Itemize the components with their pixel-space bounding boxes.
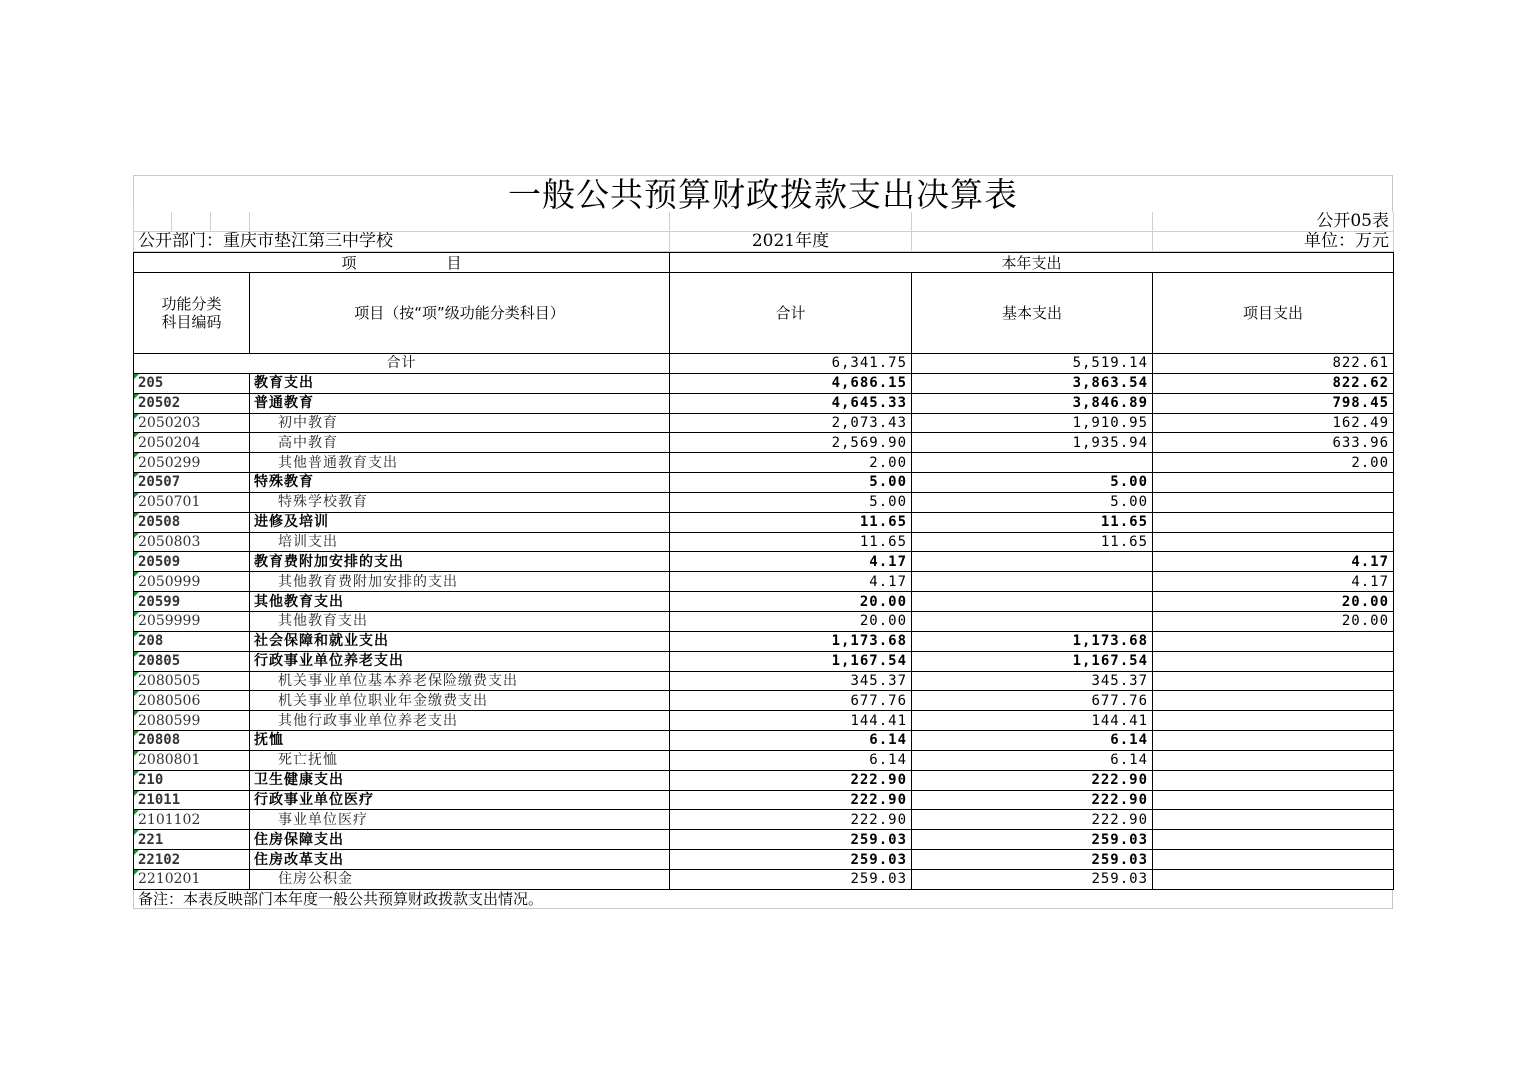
row-total: 1,173.68 <box>670 631 912 651</box>
row-project <box>1153 512 1394 532</box>
row-basic: 345.37 <box>912 671 1153 691</box>
subject-name: 其他普通教育支出 <box>250 453 670 473</box>
table-title: 一般公共预算财政拨款支出决算表 <box>133 175 1393 212</box>
row-total: 222.90 <box>670 810 912 830</box>
row-basic: 3,863.54 <box>912 373 1153 393</box>
subject-name: 特殊学校教育 <box>250 492 670 512</box>
row-project <box>1153 731 1394 751</box>
row-project <box>1153 631 1394 651</box>
subject-name: 教育支出 <box>250 373 670 393</box>
row-total: 4.17 <box>670 572 912 592</box>
row-total: 20.00 <box>670 592 912 612</box>
row-basic: 144.41 <box>912 711 1153 731</box>
row-total: 4.17 <box>670 552 912 572</box>
total-header: 合计 <box>670 273 912 354</box>
subject-name: 住房保障支出 <box>250 830 670 850</box>
project-exp-header: 项目支出 <box>1153 273 1394 354</box>
row-total: 5.00 <box>670 492 912 512</box>
table-row <box>134 393 1394 413</box>
subject-name: 事业单位医疗 <box>250 810 670 830</box>
row-total: 6.14 <box>670 731 912 751</box>
subject-name: 机关事业单位基本养老保险缴费支出 <box>250 671 670 691</box>
row-basic: 259.03 <box>912 830 1153 850</box>
table-body <box>134 354 1394 890</box>
subject-name: 抚恤 <box>250 731 670 751</box>
row-total: 11.65 <box>670 532 912 552</box>
budget-sheet <box>133 175 1393 909</box>
row-total: 11.65 <box>670 512 912 532</box>
subject-code: 20508 <box>134 512 250 532</box>
row-project: 4.17 <box>1153 572 1394 592</box>
subject-code: 2050299 <box>134 453 250 473</box>
row-total: 345.37 <box>670 671 912 691</box>
row-total: 144.41 <box>670 711 912 731</box>
row-project: 20.00 <box>1153 611 1394 631</box>
basic-header: 基本支出 <box>912 273 1153 354</box>
subject-name: 其他教育支出 <box>250 611 670 631</box>
subject-name: 其他教育费附加安排的支出 <box>250 572 670 592</box>
project-header: 项 目 <box>134 253 670 273</box>
subject-name: 社会保障和就业支出 <box>250 631 670 651</box>
table-row <box>134 790 1394 810</box>
row-project <box>1153 671 1394 691</box>
row-basic <box>912 552 1153 572</box>
subject-code: 221 <box>134 830 250 850</box>
row-project <box>1153 691 1394 711</box>
row-project: 798.45 <box>1153 393 1394 413</box>
expenditure-header: 本年支出 <box>670 253 1394 273</box>
total-project: 822.61 <box>1153 354 1394 374</box>
row-basic: 11.65 <box>912 532 1153 552</box>
subject-code: 20502 <box>134 393 250 413</box>
row-total: 1,167.54 <box>670 651 912 671</box>
row-basic <box>912 572 1153 592</box>
row-project <box>1153 810 1394 830</box>
row-total: 20.00 <box>670 611 912 631</box>
row-project: 4.17 <box>1153 552 1394 572</box>
table-row <box>134 433 1394 453</box>
table-row <box>134 512 1394 532</box>
subject-code: 20507 <box>134 473 250 493</box>
table-row <box>134 770 1394 790</box>
subject-name: 其他教育支出 <box>250 592 670 612</box>
total-row <box>134 354 1394 374</box>
row-project <box>1153 750 1394 770</box>
expenditure-table <box>133 252 1394 890</box>
subject-code: 2210201 <box>134 869 250 889</box>
empty-cell <box>250 212 670 232</box>
subject-code: 20509 <box>134 552 250 572</box>
table-row <box>134 830 1394 850</box>
row-total: 677.76 <box>670 691 912 711</box>
table-row <box>134 532 1394 552</box>
subject-code: 2080801 <box>134 750 250 770</box>
empty-cell <box>172 212 211 232</box>
subject-code: 2050204 <box>134 433 250 453</box>
subject-code: 2050803 <box>134 532 250 552</box>
empty-cell <box>670 212 912 232</box>
row-basic: 5.00 <box>912 492 1153 512</box>
total-basic: 5,519.14 <box>912 354 1153 374</box>
header-row-1 <box>134 253 1394 273</box>
subject-name: 普通教育 <box>250 393 670 413</box>
subject-name: 高中教育 <box>250 433 670 453</box>
table-row <box>134 473 1394 493</box>
table-row <box>134 691 1394 711</box>
subject-name: 行政事业单位医疗 <box>250 790 670 810</box>
row-basic: 1,167.54 <box>912 651 1153 671</box>
row-total: 222.90 <box>670 790 912 810</box>
row-basic: 11.65 <box>912 512 1153 532</box>
unit-label: 单位：万元 <box>1153 232 1394 252</box>
code-header-line2: 科目编码 <box>161 313 222 331</box>
code-header <box>134 273 250 354</box>
row-project <box>1153 770 1394 790</box>
table-row <box>134 631 1394 651</box>
subject-code: 205 <box>134 373 250 393</box>
subject-code: 2080505 <box>134 671 250 691</box>
row-project <box>1153 473 1394 493</box>
row-basic <box>912 611 1153 631</box>
meta-table <box>133 212 1394 252</box>
row-project <box>1153 790 1394 810</box>
row-project: 822.62 <box>1153 373 1394 393</box>
subject-name: 机关事业单位职业年金缴费支出 <box>250 691 670 711</box>
empty-cell <box>134 212 172 232</box>
row-project: 633.96 <box>1153 433 1394 453</box>
total-sum: 6,341.75 <box>670 354 912 374</box>
row-basic: 1,935.94 <box>912 433 1153 453</box>
table-row <box>134 552 1394 572</box>
row-total: 259.03 <box>670 869 912 889</box>
empty-cell <box>211 212 250 232</box>
code-header-line1: 功能分类 <box>161 295 222 313</box>
subject-name: 死亡抚恤 <box>250 750 670 770</box>
row-total: 2.00 <box>670 453 912 473</box>
subject-name: 特殊教育 <box>250 473 670 493</box>
row-basic: 259.03 <box>912 869 1153 889</box>
row-basic: 3,846.89 <box>912 393 1153 413</box>
subject-code: 20599 <box>134 592 250 612</box>
table-number: 公开05表 <box>1153 212 1394 232</box>
row-total: 4,645.33 <box>670 393 912 413</box>
meta-row-2 <box>134 232 1394 252</box>
empty-cell <box>912 212 1153 232</box>
table-row <box>134 572 1394 592</box>
row-basic: 222.90 <box>912 790 1153 810</box>
row-project <box>1153 830 1394 850</box>
row-basic: 677.76 <box>912 691 1153 711</box>
row-project <box>1153 711 1394 731</box>
subject-code: 210 <box>134 770 250 790</box>
row-total: 4,686.15 <box>670 373 912 393</box>
subject-code: 208 <box>134 631 250 651</box>
row-total: 222.90 <box>670 770 912 790</box>
table-row <box>134 492 1394 512</box>
table-note: 备注：本表反映部门本年度一般公共预算财政拨款支出情况。 <box>133 890 1393 909</box>
subject-code: 20808 <box>134 731 250 751</box>
row-basic: 222.90 <box>912 810 1153 830</box>
row-project <box>1153 651 1394 671</box>
table-row <box>134 810 1394 830</box>
row-project: 162.49 <box>1153 413 1394 433</box>
row-project: 20.00 <box>1153 592 1394 612</box>
table-row <box>134 731 1394 751</box>
row-basic: 6.14 <box>912 750 1153 770</box>
subject-code: 2080599 <box>134 711 250 731</box>
table-row <box>134 869 1394 889</box>
row-basic: 222.90 <box>912 770 1153 790</box>
row-project <box>1153 850 1394 870</box>
row-project <box>1153 869 1394 889</box>
row-project: 2.00 <box>1153 453 1394 473</box>
table-row <box>134 750 1394 770</box>
meta-row-1 <box>134 212 1394 232</box>
row-project <box>1153 492 1394 512</box>
subject-code: 2050701 <box>134 492 250 512</box>
empty-cell <box>912 232 1153 252</box>
subject-code: 21011 <box>134 790 250 810</box>
row-basic: 6.14 <box>912 731 1153 751</box>
row-total: 5.00 <box>670 473 912 493</box>
row-total: 259.03 <box>670 830 912 850</box>
row-project <box>1153 532 1394 552</box>
table-row <box>134 671 1394 691</box>
subject-code: 2050999 <box>134 572 250 592</box>
subject-code: 22102 <box>134 850 250 870</box>
subject-code: 2101102 <box>134 810 250 830</box>
subject-name: 住房公积金 <box>250 869 670 889</box>
header-row-2 <box>134 273 1394 354</box>
row-basic <box>912 592 1153 612</box>
row-basic: 5.00 <box>912 473 1153 493</box>
subject-name: 教育费附加安排的支出 <box>250 552 670 572</box>
subject-name: 住房改革支出 <box>250 850 670 870</box>
table-row <box>134 373 1394 393</box>
table-row <box>134 711 1394 731</box>
fiscal-year: 2021年度 <box>670 232 912 252</box>
subject-code: 2050203 <box>134 413 250 433</box>
subject-name: 培训支出 <box>250 532 670 552</box>
subject-code: 2080506 <box>134 691 250 711</box>
subject-name: 其他行政事业单位养老支出 <box>250 711 670 731</box>
subject-code: 2059999 <box>134 611 250 631</box>
subject-name: 进修及培训 <box>250 512 670 532</box>
row-total: 259.03 <box>670 850 912 870</box>
row-total: 2,073.43 <box>670 413 912 433</box>
table-row <box>134 453 1394 473</box>
table-row <box>134 651 1394 671</box>
table-row <box>134 592 1394 612</box>
total-label: 合计 <box>134 354 670 374</box>
row-total: 6.14 <box>670 750 912 770</box>
subject-code: 20805 <box>134 651 250 671</box>
table-row <box>134 850 1394 870</box>
row-basic: 259.03 <box>912 850 1153 870</box>
row-total: 2,569.90 <box>670 433 912 453</box>
row-basic: 1,173.68 <box>912 631 1153 651</box>
row-basic: 1,910.95 <box>912 413 1153 433</box>
subject-name: 行政事业单位养老支出 <box>250 651 670 671</box>
subject-name: 卫生健康支出 <box>250 770 670 790</box>
table-row <box>134 413 1394 433</box>
department-name: 公开部门：重庆市垫江第三中学校 <box>134 232 670 252</box>
name-header: 项目（按“项”级功能分类科目） <box>250 273 670 354</box>
subject-name: 初中教育 <box>250 413 670 433</box>
row-basic <box>912 453 1153 473</box>
table-row <box>134 611 1394 631</box>
